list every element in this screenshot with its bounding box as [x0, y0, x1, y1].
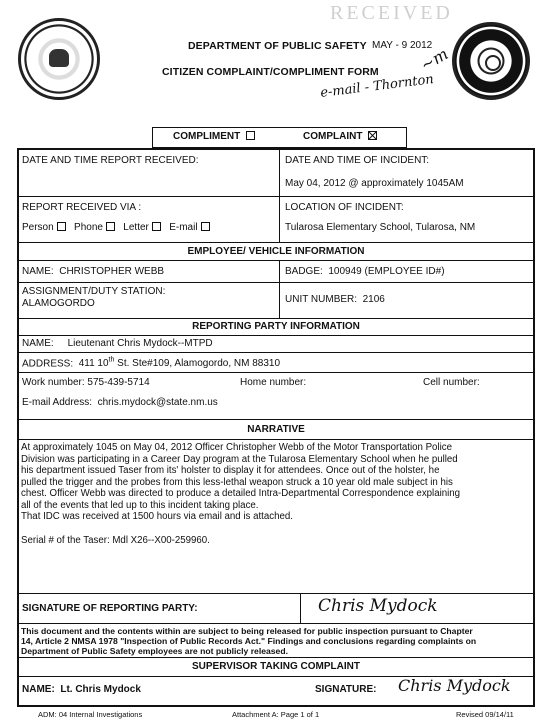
new-mexico-state-seal [18, 18, 100, 100]
stamp-date: MAY - 9 2012 [372, 40, 433, 51]
form-type-box [152, 127, 407, 148]
home-number-label: Home number: [240, 377, 307, 388]
narrative-line: That IDC was received at 1500 hours via email and is attached. [21, 511, 293, 522]
unit-number-value: 2106 [362, 294, 385, 305]
supervisor-name-row [22, 684, 141, 695]
work-number-row [22, 377, 150, 388]
email-row [22, 397, 218, 408]
initials-scribble: ~m [417, 44, 452, 75]
email-value: chris.mydock@state.nm.us [97, 397, 218, 408]
supervisor-section-title: SUPERVISOR TAKING COMPLAINT [192, 661, 360, 672]
department-title: DEPARTMENT OF PUBLIC SAFETY [188, 40, 367, 52]
unit-number-label: UNIT NUMBER: [285, 294, 358, 305]
email-label: E-mail Address: [22, 397, 93, 408]
via-email-label: E-mail [169, 222, 198, 233]
reporting-party-signature: Chris Mydock [318, 596, 438, 616]
location-value: Tularosa Elementary School, Tularosa, NM [285, 222, 476, 233]
compliment-label: COMPLIMENT [173, 131, 241, 142]
footer-left: ADM: 04 Internal Investigations [38, 710, 143, 719]
work-number-value: 575-439-5714 [87, 377, 150, 388]
supervisor-signature-label: SIGNATURE: [315, 684, 377, 695]
employee-name-value: CHRISTOPHER WEBB [59, 266, 165, 277]
supervisor-name-value: Lt. Chris Mydock [60, 684, 141, 695]
supervisor-name-label: NAME: [22, 684, 55, 695]
zia-sun-icon [485, 55, 501, 71]
via-person-checkbox[interactable] [57, 222, 66, 231]
report-received-label: DATE AND TIME REPORT RECEIVED: [22, 155, 199, 166]
compliment-checkbox[interactable] [246, 131, 255, 140]
handwritten-note: e-mail - Thornton [319, 72, 435, 101]
complaint-label: COMPLAINT [303, 131, 363, 142]
reporting-party-name-row [22, 338, 213, 349]
unit-number-row [285, 294, 385, 305]
reporting-party-signature-label: SIGNATURE OF REPORTING PARTY: [22, 603, 198, 614]
incident-datetime-value: May 04, 2012 @ approximately 1045AM [285, 178, 464, 189]
footer-center: Attachment A: Page 1 of 1 [232, 710, 320, 719]
reporting-party-name-value: Lieutenant Chris Mydock--MTPD [67, 338, 213, 349]
complaint-option[interactable] [303, 131, 377, 142]
via-person-label: Person [22, 222, 54, 233]
work-number-label: Work number: [22, 377, 85, 388]
received-stamp [330, 2, 453, 24]
via-letter-checkbox[interactable] [152, 222, 161, 231]
narrative-section-title: NARRATIVE [247, 424, 305, 435]
footer-right: Revised 09/14/11 [456, 710, 514, 719]
stamp-text: RECEIVED [330, 2, 453, 24]
disclaimer-line: This document and the contents within are subject to being released for public inspection pursuant to Chapter [21, 626, 473, 636]
via-phone-label: Phone [74, 222, 103, 233]
received-via-options [22, 222, 210, 233]
eagle-icon [49, 49, 69, 67]
compliment-option[interactable] [173, 131, 255, 142]
dps-seal [452, 22, 530, 100]
via-person[interactable] [22, 222, 66, 233]
via-email[interactable] [169, 222, 209, 233]
narrative-line: Division was participating in a Career Day program at the Tularosa Elementary School when he pulled [21, 453, 458, 465]
via-email-checkbox[interactable] [201, 222, 210, 231]
via-letter-label: Letter [123, 222, 149, 233]
via-phone-checkbox[interactable] [106, 222, 115, 231]
narrative-line: At approximately 1045 on May 04, 2012 Officer Christopher Webb of the Motor Transportation Police [21, 442, 452, 453]
employee-name-row [22, 266, 164, 277]
badge-label: BADGE: [285, 266, 323, 277]
assignment-value: ALAMOGORDO [22, 298, 95, 309]
narrative-line: his department issued Taser from its' holster to display it for attendees. Once out of the holster, he [21, 465, 440, 476]
via-letter[interactable] [123, 222, 161, 233]
address-label: ADDRESS: [22, 358, 74, 370]
badge-value: 100949 (EMPLOYEE ID#) [328, 266, 445, 277]
narrative-line: all of the events that led up to this incident taking place. [21, 499, 259, 511]
cell-number-label: Cell number: [423, 377, 480, 388]
taser-serial-line: Serial # of the Taser: Mdl X26--X00-259960. [21, 534, 210, 546]
reporting-party-address-row [22, 357, 280, 369]
badge-row [285, 266, 445, 277]
reporting-party-section-title: REPORTING PARTY INFORMATION [192, 321, 360, 332]
reporting-party-name-label: NAME: [22, 338, 54, 349]
complaint-checkbox[interactable] [368, 131, 377, 140]
address-value: 411 10th St. Ste#109, Alamogordo, NM 88310 [78, 357, 281, 370]
location-label: LOCATION OF INCIDENT: [285, 202, 404, 213]
narrative-text [21, 442, 533, 546]
via-phone[interactable] [74, 222, 115, 233]
form-title: CITIZEN COMPLAINT/COMPLIMENT FORM [162, 66, 379, 78]
disclaimer-line: Department of Public Safety employees are not publicly released. [21, 646, 288, 656]
checked-x-icon [368, 131, 377, 140]
disclaimer-line: 14, Article 2 NMSA 1978 "Inspection of Public Records Act." Findings and conclusions regarding complaints on [21, 636, 477, 646]
received-via-label: REPORT RECEIVED VIA : [22, 202, 142, 213]
assignment-label: ASSIGNMENT/DUTY STATION: [22, 286, 166, 297]
employee-section-title: EMPLOYEE/ VEHICLE INFORMATION [187, 246, 365, 257]
disclaimer [21, 626, 533, 656]
narrative-line: pulled the trigger and the probes from this less-lethal weapon struck a 10 year old male subject in his [21, 476, 453, 488]
narrative-line: chest. Officer Webb was directed to produce a detailed Intra-Departmental Correspondence explaining [21, 488, 461, 499]
incident-datetime-label: DATE AND TIME OF INCIDENT: [285, 155, 430, 166]
supervisor-signature: Chris Mydock [398, 676, 511, 695]
employee-name-label: NAME: [22, 266, 54, 277]
